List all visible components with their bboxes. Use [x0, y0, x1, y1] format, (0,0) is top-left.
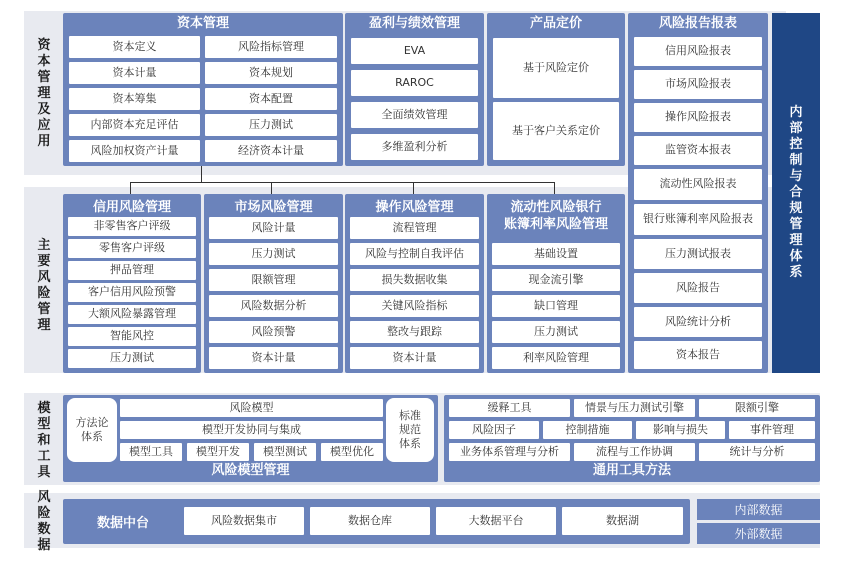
profit-item: 全面绩效管理 — [351, 102, 478, 128]
capital-item: 资本定义 — [69, 36, 200, 58]
model-tool-item: 模型开发 — [187, 443, 249, 461]
operational-item: 整改与跟踪 — [350, 321, 479, 343]
standards-system — [386, 398, 434, 462]
market-item: 风险数据分析 — [209, 295, 338, 317]
capital-item: 资本计量 — [69, 62, 200, 84]
methodology-label: 方法论体系 — [75, 416, 109, 443]
methodology-system — [67, 398, 117, 462]
capital-item: 经济资本计量 — [205, 140, 337, 162]
report-item: 监管资本报表 — [634, 136, 762, 165]
model-tool-item: 模型测试 — [254, 443, 316, 461]
data-platform-item: 数据湖 — [562, 507, 683, 535]
operational-item: 损失数据收集 — [350, 269, 479, 291]
liquidity-item: 基础设置 — [492, 243, 620, 265]
model-row-dev-collab: 模型开发协同与集成 — [120, 421, 383, 439]
internal-data-box: 内部数据 — [697, 499, 820, 520]
tool-item: 事件管理 — [729, 421, 815, 439]
capital-item: 内部资本充足评估 — [69, 114, 200, 136]
external-data-box: 外部数据 — [697, 523, 820, 544]
report-item: 银行账簿利率风险报表 — [634, 204, 762, 235]
capital-item: 压力测试 — [205, 114, 337, 136]
row-label-risk-data: 风险数据 — [37, 490, 51, 553]
profit-item: EVA — [351, 38, 478, 64]
connector-bar — [130, 182, 554, 183]
standards-label: 标准规范体系 — [399, 409, 421, 450]
liquidity-item: 现金流引擎 — [492, 269, 620, 291]
tool-item: 流程与工作协调 — [574, 443, 695, 461]
capital-management-title: 资本管理 — [176, 16, 229, 31]
model-row-risk-model: 风险模型 — [120, 399, 383, 417]
connector-trunk — [201, 166, 202, 182]
report-item: 市场风险报表 — [634, 70, 762, 99]
report-item: 压力测试报表 — [634, 239, 762, 269]
row-label-main-risk: 主要风险管理 — [37, 238, 51, 333]
data-platform-item: 大数据平台 — [436, 507, 556, 535]
tool-item: 缓释工具 — [449, 399, 570, 417]
market-risk-title: 市场风险管理 — [234, 200, 313, 215]
credit-item: 押品管理 — [68, 261, 196, 280]
common-tools-title: 通用工具方法 — [592, 463, 671, 478]
report-item: 操作风险报表 — [634, 103, 762, 132]
tool-item: 影响与损失 — [636, 421, 725, 439]
pricing-item: 基于风险定价 — [493, 38, 619, 98]
data-platform-title: 数据中台 — [96, 516, 149, 531]
market-item: 限额管理 — [209, 269, 338, 291]
liquidity-item: 利率风险管理 — [492, 347, 620, 369]
common-tools-section — [444, 395, 820, 482]
market-item: 风险计量 — [209, 217, 338, 239]
risk-report-section — [628, 13, 768, 373]
capital-item: 风险指标管理 — [205, 36, 337, 58]
risk-report-title: 风险报告报表 — [658, 16, 737, 31]
tool-item: 业务体系管理与分析 — [449, 443, 570, 461]
capital-item: 风险加权资产计量 — [69, 140, 200, 162]
market-item: 风险预警 — [209, 321, 338, 343]
report-item: 资本报告 — [634, 341, 762, 369]
pricing-item: 基于客户关系定价 — [493, 102, 619, 160]
liquidity-irrbb-section — [487, 194, 625, 373]
operational-item: 关键风险指标 — [350, 295, 479, 317]
capital-item: 资本规划 — [205, 62, 337, 84]
model-tool-item: 模型工具 — [120, 443, 182, 461]
operational-item: 流程管理 — [350, 217, 479, 239]
connector-drop-liquidity — [554, 182, 555, 194]
liquidity-item: 压力测试 — [492, 321, 620, 343]
report-item: 信用风险报表 — [634, 37, 762, 66]
tool-item: 情景与压力测试引擎 — [574, 399, 695, 417]
market-item: 压力测试 — [209, 243, 338, 265]
data-platform-section — [63, 499, 690, 544]
operational-item: 风险与控制自我评估 — [350, 243, 479, 265]
market-risk-section — [204, 194, 343, 373]
data-platform-item: 数据仓库 — [310, 507, 430, 535]
liquidity-title-line1: 流动性风险银行 — [510, 200, 602, 215]
internal-control-label: 内部控制与合规管理体系 — [789, 105, 803, 280]
tool-item: 限额引擎 — [699, 399, 815, 417]
tool-item: 控制措施 — [543, 421, 632, 439]
tool-item: 风险因子 — [449, 421, 539, 439]
risk-model-management-section — [63, 395, 438, 482]
capital-item: 资本筹集 — [69, 88, 200, 110]
data-platform-item: 风险数据集市 — [184, 507, 304, 535]
market-item: 资本计量 — [209, 347, 338, 369]
operational-risk-title: 操作风险管理 — [375, 200, 454, 215]
risk-model-management-title: 风险模型管理 — [211, 463, 290, 478]
credit-item: 非零售客户评级 — [68, 217, 196, 236]
credit-item: 零售客户评级 — [68, 239, 196, 258]
row-label-model-tools: 模型和工具 — [37, 401, 51, 480]
liquidity-title-line2: 账簿利率风险管理 — [503, 217, 608, 232]
product-pricing-title: 产品定价 — [529, 16, 582, 31]
row-label-capital-application: 资本管理及应用 — [37, 38, 51, 149]
capital-management-section — [63, 13, 343, 166]
tool-item: 统计与分析 — [699, 443, 815, 461]
connector-drop-market — [271, 182, 272, 194]
credit-item: 压力测试 — [68, 349, 196, 368]
credit-risk-section — [63, 194, 201, 373]
profit-performance-title: 盈利与绩效管理 — [368, 16, 460, 31]
credit-risk-title: 信用风险管理 — [92, 200, 171, 215]
credit-item: 智能风控 — [68, 327, 196, 346]
model-tool-item: 模型优化 — [321, 443, 383, 461]
report-item: 风险报告 — [634, 273, 762, 303]
connector-drop-operational — [413, 182, 414, 194]
operational-risk-section — [345, 194, 484, 373]
liquidity-item: 缺口管理 — [492, 295, 620, 317]
connector-drop-credit — [130, 182, 131, 194]
credit-item: 客户信用风险预警 — [68, 283, 196, 302]
product-pricing-section — [487, 13, 625, 166]
report-item: 风险统计分析 — [634, 307, 762, 337]
operational-item: 资本计量 — [350, 347, 479, 369]
profit-item: 多维盈利分析 — [351, 134, 478, 160]
profit-performance-section — [345, 13, 484, 166]
report-item: 流动性风险报表 — [634, 169, 762, 200]
profit-item: RAROC — [351, 70, 478, 96]
capital-item: 资本配置 — [205, 88, 337, 110]
internal-control-compliance-system — [772, 13, 820, 373]
credit-item: 大额风险暴露管理 — [68, 305, 196, 324]
